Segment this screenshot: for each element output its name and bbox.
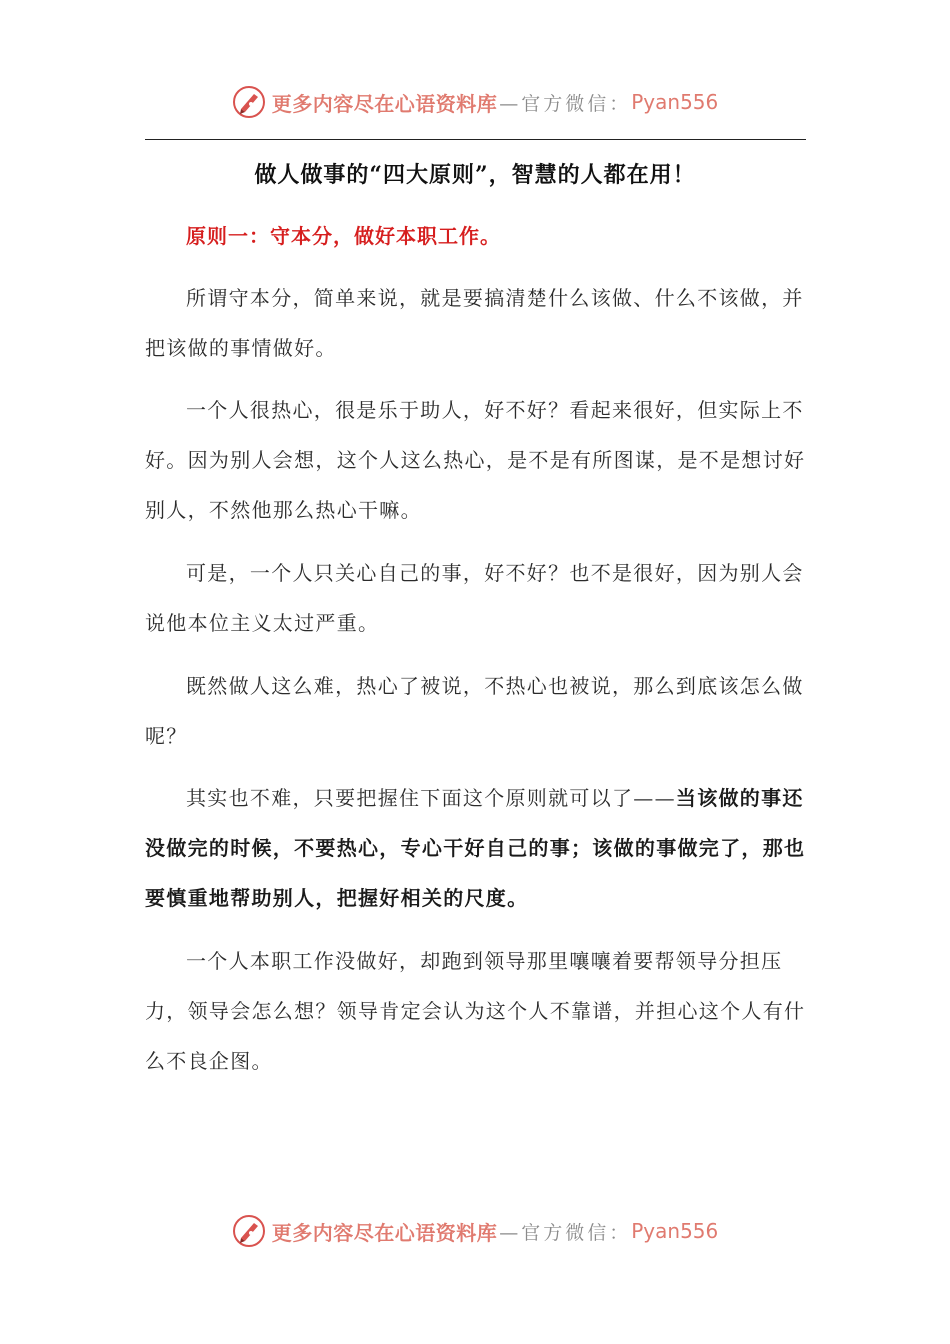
banner-official-text: —官方微信： (499, 1221, 632, 1244)
pen-logo-icon (232, 1214, 266, 1248)
banner-official-text: —官方微信： (499, 92, 632, 115)
pen-logo-icon (232, 85, 266, 119)
paragraph-1: 所谓守本分，简单来说，就是要搞清楚什么该做、什么不该做，并把该做的事情做好。 (145, 286, 804, 360)
banner-wechat-id: Pyan556 (631, 90, 719, 114)
header-banner (0, 82, 950, 122)
section-heading: 原则一：守本分，做好本职工作。 (186, 224, 501, 248)
footer-banner (0, 1211, 950, 1251)
article-title: 做人做事的“四大原则”，智慧的人都在用！ (254, 162, 696, 188)
paragraph-5-emphasis: 当该做的事还没做完的时候，不要热心，专心干好自己的事；该做的事做完了，那也要慎重地帮助别人，把握好相关的尺度。 (145, 786, 806, 910)
banner-main-text: 更多内容尽在心语资料库 (271, 1220, 498, 1245)
banner-wechat-id: Pyan556 (631, 1219, 719, 1243)
paragraph-2: 一个人很热心，很是乐于助人，好不好？看起来很好，但实际上不好。因为别人会想，这个人这么热心，是不是有所图谋，是不是想讨好别人，不然他那么热心干嘛。 (145, 398, 806, 522)
paragraph-6: 一个人本职工作没做好，却跑到领导那里嚷嚷着要帮领导分担压力，领导会怎么想？领导肯定会认为这个人不靠谱，并担心这个人有什么不良企图。 (145, 949, 806, 1073)
paragraph-5 (145, 773, 807, 923)
paragraph-4: 既然做人这么难，热心了被说，不热心也被说，那么到底该怎么做呢？ (145, 674, 804, 748)
paragraph-5-intro: 其实也不难，只要把握住下面这个原则就可以了—— (186, 786, 676, 810)
paragraph-3: 可是，一个人只关心自己的事，好不好？也不是很好，因为别人会说他本位主义太过严重。 (145, 561, 804, 635)
banner-main-text: 更多内容尽在心语资料库 (271, 91, 498, 116)
header-divider (145, 139, 806, 140)
